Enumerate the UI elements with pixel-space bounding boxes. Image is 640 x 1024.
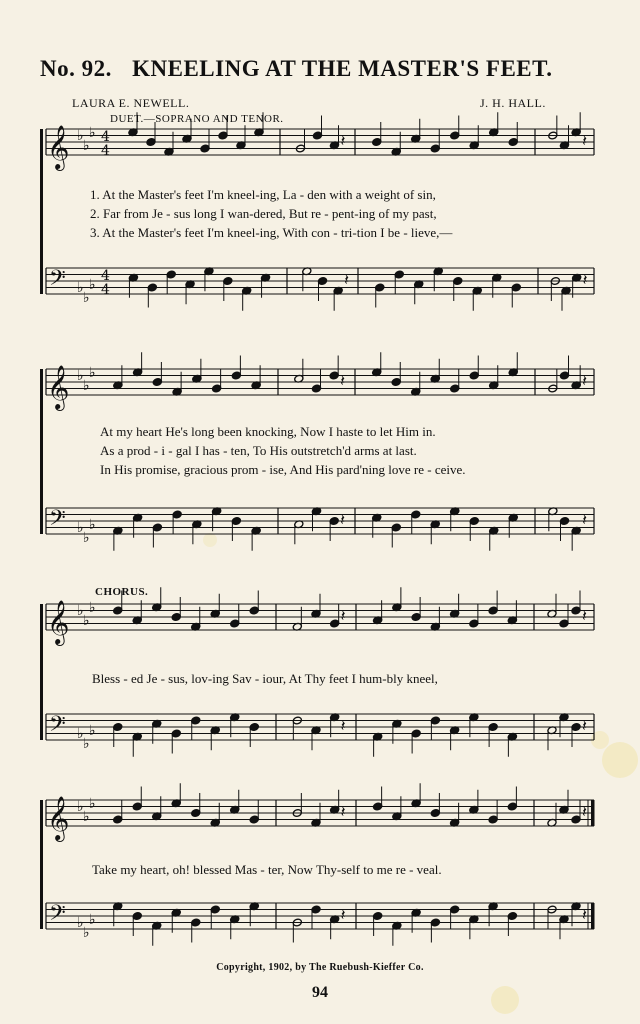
rest-icon: 𝄽 — [582, 131, 588, 150]
flat-icon: ♭ — [83, 736, 90, 752]
rest-icon: 𝄽 — [340, 371, 346, 390]
rest-icon: 𝄽 — [582, 905, 587, 924]
bass-clef-icon: 𝄢 — [49, 712, 66, 742]
flat-icon: ♭ — [77, 799, 84, 815]
bass-clef-icon: 𝄢 — [49, 506, 66, 536]
system-bracket — [40, 604, 43, 740]
page-number: 94 — [312, 984, 328, 1001]
composer-credit: J. H. HALL. — [480, 96, 546, 110]
flat-icon: ♭ — [89, 517, 96, 533]
flat-icon: ♭ — [89, 365, 96, 381]
final-barline — [591, 903, 595, 929]
flat-icon: ♭ — [83, 925, 90, 941]
rest-icon: 𝄽 — [582, 270, 588, 289]
bass-clef-icon: 𝄢 — [49, 901, 66, 931]
treble-clef-icon: 𝄞 — [47, 796, 70, 840]
flat-icon: ♭ — [77, 128, 84, 144]
verse-3-line1: 3. At the Master's feet I'm kneel-ing, With con - tri-tion I be - lieve,— — [90, 225, 453, 240]
system-bracket — [40, 369, 43, 534]
rest-icon: 𝄽 — [340, 716, 346, 735]
chorus-label: CHORUS. — [95, 586, 149, 598]
flat-icon: ♭ — [89, 125, 96, 141]
time-signature-bottom: 4 — [101, 282, 110, 298]
flat-icon: ♭ — [83, 138, 90, 154]
treble-clef-icon: 𝄞 — [47, 365, 70, 409]
rest-icon: 𝄽 — [582, 606, 587, 625]
flat-icon: ♭ — [89, 277, 96, 293]
chorus-lyrics-line1: Bless - ed Je - sus, lov-ing Sav - iour, At Thy feet I hum-bly kneel, — [92, 671, 438, 686]
rest-icon: 𝄽 — [340, 510, 346, 529]
final-barline — [591, 800, 595, 826]
flat-icon: ♭ — [77, 280, 84, 296]
rest-icon: 𝄽 — [340, 131, 346, 150]
verse-1-line2: At my heart He's long been knocking, Now I haste to let Him in. — [100, 424, 436, 439]
rest-icon: 𝄽 — [582, 371, 588, 390]
verse-lyrics-part1 — [90, 185, 452, 242]
flat-icon: ♭ — [89, 600, 96, 616]
flat-icon: ♭ — [89, 912, 96, 928]
rest-icon: 𝄽 — [340, 802, 346, 821]
flat-icon: ♭ — [77, 368, 84, 384]
treble-clef-icon: 𝄞 — [47, 600, 70, 644]
verse-1-line1: 1. At the Master's feet I'm kneel-ing, La - den with a weight of sin, — [90, 187, 436, 202]
time-signature-top: 4 — [101, 268, 110, 284]
duet-note: DUET.—SOPRANO AND TENOR. — [110, 113, 284, 125]
hymn-title-text: KNEELING AT THE MASTER'S FEET. — [132, 56, 553, 81]
verse-2-line1: 2. Far from Je - sus long I wan-dered, But re - pent-ing of my past, — [90, 206, 437, 221]
flat-icon: ♭ — [77, 726, 84, 742]
flat-icon: ♭ — [83, 290, 90, 306]
verse-lyrics-part2 — [100, 422, 466, 479]
flat-icon: ♭ — [83, 530, 90, 546]
treble-clef-icon: 𝄞 — [47, 125, 70, 169]
rest-icon: 𝄽 — [582, 716, 587, 735]
rest-icon: 𝄽 — [340, 606, 346, 625]
time-signature-top: 4 — [101, 129, 110, 145]
rest-icon: 𝄽 — [582, 802, 587, 821]
verse-3-line2: In His promise, gracious prom - ise, And His pard'ning love re - ceive. — [100, 462, 466, 477]
chorus-lyrics-line2: Take my heart, oh! blessed Mas - ter, Now Thy-self to me re - veal. — [92, 862, 442, 877]
flat-icon: ♭ — [83, 809, 90, 825]
flat-icon: ♭ — [77, 915, 84, 931]
hymn-number: No. 92. — [40, 56, 112, 81]
system-bracket — [40, 800, 43, 929]
bass-clef-icon: 𝄢 — [49, 266, 66, 296]
verse-2-line2: As a prod - i - gal I has - ten, To His outstretch'd arms at last. — [100, 443, 417, 458]
flat-icon: ♭ — [83, 613, 90, 629]
lyricist-credit: LAURA E. NEWELL. — [72, 96, 190, 110]
rest-icon: 𝄽 — [340, 905, 346, 924]
copyright-notice: Copyright, 1902, by The Ruebush-Kieffer Co. — [216, 962, 424, 973]
flat-icon: ♭ — [89, 796, 96, 812]
flat-icon: ♭ — [83, 378, 90, 394]
rest-icon: 𝄽 — [344, 270, 350, 289]
flat-icon: ♭ — [77, 603, 84, 619]
system-bracket — [40, 129, 43, 294]
rest-icon: 𝄽 — [582, 510, 588, 529]
flat-icon: ♭ — [89, 723, 96, 739]
flat-icon: ♭ — [77, 520, 84, 536]
time-signature-bottom: 4 — [101, 143, 110, 159]
